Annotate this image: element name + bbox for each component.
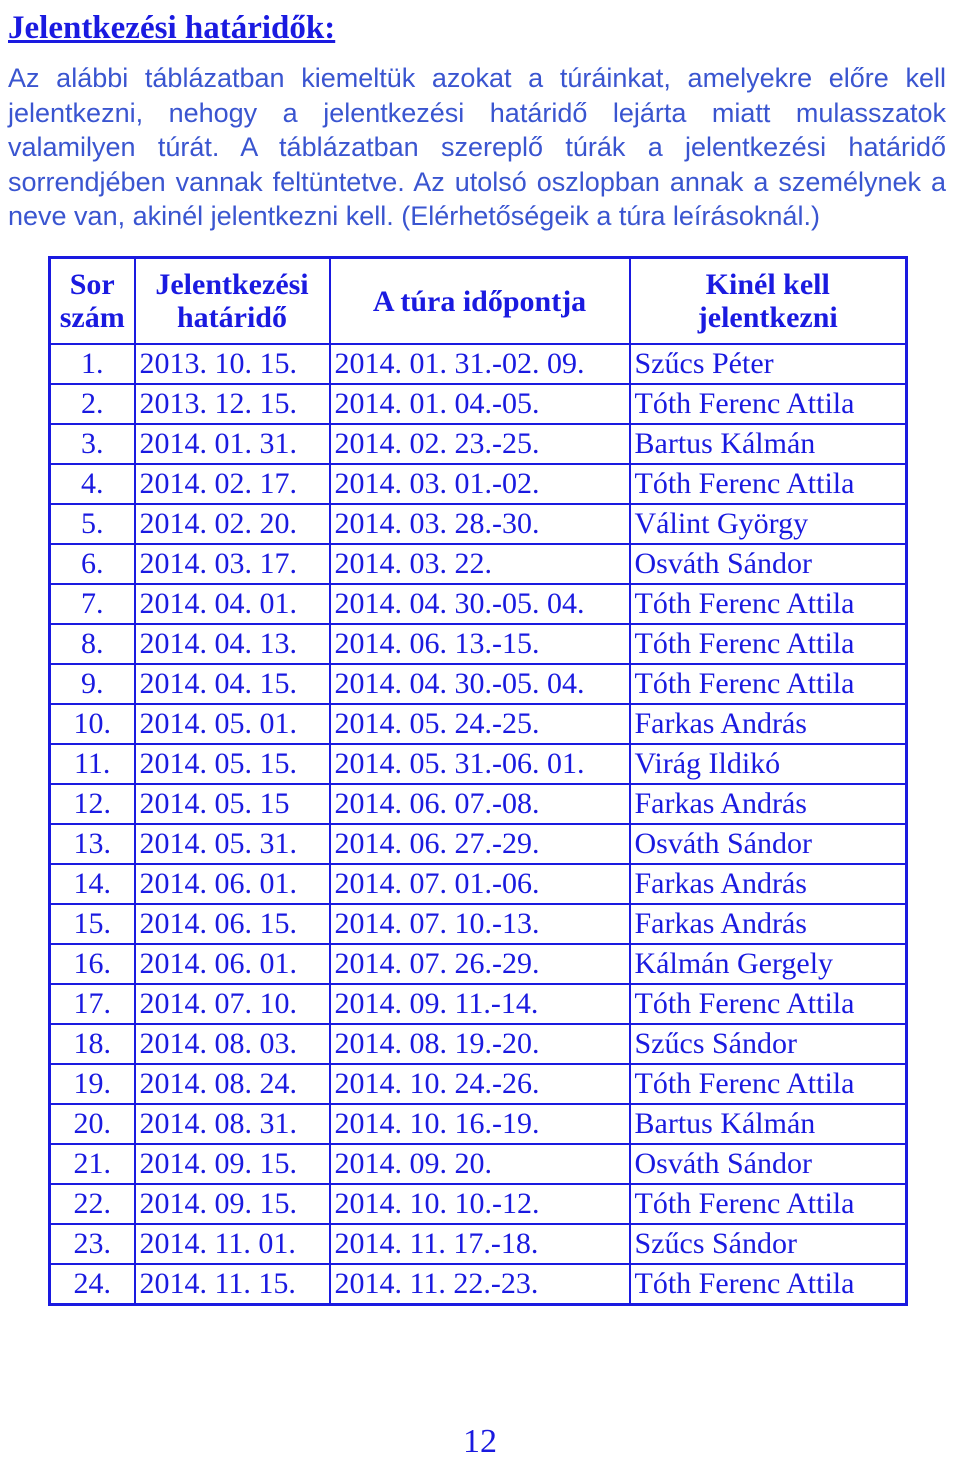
table-row — [50, 1024, 907, 1064]
row-number-cell: 17. — [50, 984, 135, 1024]
deadline-cell: 2014. 06. 01. — [135, 864, 330, 904]
tour-date-cell: 2014. 01. 04.-05. — [330, 384, 630, 424]
contact-person-cell: Tóth Ferenc Attila — [630, 584, 907, 624]
contact-person-cell: Tóth Ferenc Attila — [630, 464, 907, 504]
column-header-contact-person: Kinél kell jelentkezni — [630, 258, 907, 345]
contact-person-cell: Tóth Ferenc Attila — [630, 664, 907, 704]
contact-person-cell: Tóth Ferenc Attila — [630, 1184, 907, 1224]
deadline-cell: 2014. 05. 31. — [135, 824, 330, 864]
row-number-cell: 14. — [50, 864, 135, 904]
deadline-cell: 2014. 08. 31. — [135, 1104, 330, 1144]
column-header-row-number: Sor szám — [50, 258, 135, 345]
table-row — [50, 984, 907, 1024]
intro-paragraph: Az alábbi táblázatban kiemeltük azokat a túráinkat, amelyekre előre kell jelentkezni, nehogy a jelentkezési határidő lejárta miatt mulasszatok valamilyen túrát. A táblázatban szereplő túrák a jelentkezési határidő sorrendjében vannak feltüntetve. Az utolsó oszlopban annak a személynek a neve van, akinél jelentkezni kell. (Elérhetőségeik a túra leírásoknál.) — [8, 63, 946, 232]
tour-date-cell: 2014. 10. 10.-12. — [330, 1184, 630, 1224]
tour-date-cell: 2014. 03. 22. — [330, 544, 630, 584]
contact-person-cell: Szűcs Sándor — [630, 1224, 907, 1264]
row-number-cell: 21. — [50, 1144, 135, 1184]
tour-date-cell: 2014. 04. 30.-05. 04. — [330, 664, 630, 704]
row-number-cell: 16. — [50, 944, 135, 984]
contact-person-cell: Tóth Ferenc Attila — [630, 384, 907, 424]
contact-person-cell: Farkas András — [630, 864, 907, 904]
tour-date-cell: 2014. 10. 24.-26. — [330, 1064, 630, 1104]
tour-date-cell: 2014. 02. 23.-25. — [330, 424, 630, 464]
tour-date-cell: 2014. 11. 17.-18. — [330, 1224, 630, 1264]
table-row — [50, 624, 907, 664]
deadline-cell: 2014. 02. 20. — [135, 504, 330, 544]
contact-person-cell: Virág Ildikó — [630, 744, 907, 784]
deadline-cell: 2014. 06. 15. — [135, 904, 330, 944]
table-row — [50, 384, 907, 424]
table-row — [50, 424, 907, 464]
deadline-cell: 2014. 11. 15. — [135, 1264, 330, 1305]
table-row — [50, 504, 907, 544]
row-number-cell: 23. — [50, 1224, 135, 1264]
row-number-cell: 15. — [50, 904, 135, 944]
table-row — [50, 784, 907, 824]
deadline-cell: 2014. 04. 13. — [135, 624, 330, 664]
tour-date-cell: 2014. 05. 24.-25. — [330, 704, 630, 744]
table-row — [50, 704, 907, 744]
row-number-cell: 7. — [50, 584, 135, 624]
deadline-cell: 2013. 12. 15. — [135, 384, 330, 424]
contact-person-cell: Válint György — [630, 504, 907, 544]
table-row — [50, 664, 907, 704]
tour-date-cell: 2014. 06. 07.-08. — [330, 784, 630, 824]
row-number-cell: 20. — [50, 1104, 135, 1144]
row-number-cell: 6. — [50, 544, 135, 584]
deadline-cell: 2014. 09. 15. — [135, 1184, 330, 1224]
table-row — [50, 944, 907, 984]
row-number-cell: 10. — [50, 704, 135, 744]
row-number-cell: 12. — [50, 784, 135, 824]
contact-person-cell: Osváth Sándor — [630, 824, 907, 864]
tour-date-cell: 2014. 06. 27.-29. — [330, 824, 630, 864]
deadline-cell: 2013. 10. 15. — [135, 344, 330, 384]
contact-person-cell: Tóth Ferenc Attila — [630, 1064, 907, 1104]
deadline-cell: 2014. 11. 01. — [135, 1224, 330, 1264]
table-row — [50, 584, 907, 624]
page-heading: Jelentkezési határidők: — [8, 10, 336, 46]
tour-date-cell: 2014. 04. 30.-05. 04. — [330, 584, 630, 624]
deadline-cell: 2014. 07. 10. — [135, 984, 330, 1024]
table-row — [50, 1184, 907, 1224]
row-number-cell: 9. — [50, 664, 135, 704]
tour-date-cell: 2014. 08. 19.-20. — [330, 1024, 630, 1064]
row-number-cell: 24. — [50, 1264, 135, 1305]
row-number-cell: 8. — [50, 624, 135, 664]
tour-date-cell: 2014. 09. 11.-14. — [330, 984, 630, 1024]
tour-date-cell: 2014. 01. 31.-02. 09. — [330, 344, 630, 384]
table-row — [50, 824, 907, 864]
contact-person-cell: Szűcs Péter — [630, 344, 907, 384]
row-number-cell: 1. — [50, 344, 135, 384]
row-number-cell: 5. — [50, 504, 135, 544]
table-row — [50, 1064, 907, 1104]
row-number-cell: 22. — [50, 1184, 135, 1224]
column-header-tour-date: A túra időpontja — [330, 258, 630, 345]
contact-person-cell: Farkas András — [630, 784, 907, 824]
tour-date-cell: 2014. 07. 26.-29. — [330, 944, 630, 984]
table-body — [50, 344, 907, 1305]
row-number-cell: 18. — [50, 1024, 135, 1064]
contact-person-cell: Kálmán Gergely — [630, 944, 907, 984]
column-header-deadline: Jelentkezési határidő — [135, 258, 330, 345]
deadline-cell: 2014. 08. 03. — [135, 1024, 330, 1064]
deadline-cell: 2014. 06. 01. — [135, 944, 330, 984]
page-number: 12 — [463, 1423, 497, 1460]
tour-date-cell: 2014. 10. 16.-19. — [330, 1104, 630, 1144]
deadline-cell: 2014. 08. 24. — [135, 1064, 330, 1104]
contact-person-cell: Osváth Sándor — [630, 1144, 907, 1184]
contact-person-cell: Bartus Kálmán — [630, 1104, 907, 1144]
row-number-cell: 13. — [50, 824, 135, 864]
contact-person-cell: Tóth Ferenc Attila — [630, 1264, 907, 1305]
deadline-cell: 2014. 01. 31. — [135, 424, 330, 464]
row-number-cell: 19. — [50, 1064, 135, 1104]
deadline-cell: 2014. 09. 15. — [135, 1144, 330, 1184]
deadline-cell: 2014. 04. 15. — [135, 664, 330, 704]
contact-person-cell: Farkas András — [630, 904, 907, 944]
table-row — [50, 864, 907, 904]
tour-date-cell: 2014. 03. 28.-30. — [330, 504, 630, 544]
tour-date-cell: 2014. 05. 31.-06. 01. — [330, 744, 630, 784]
table-row — [50, 1224, 907, 1264]
row-number-cell: 2. — [50, 384, 135, 424]
tour-date-cell: 2014. 07. 01.-06. — [330, 864, 630, 904]
contact-person-cell: Farkas András — [630, 704, 907, 744]
deadline-cell: 2014. 05. 01. — [135, 704, 330, 744]
tour-date-cell: 2014. 11. 22.-23. — [330, 1264, 630, 1305]
contact-person-cell: Bartus Kálmán — [630, 424, 907, 464]
deadline-cell: 2014. 05. 15 — [135, 784, 330, 824]
deadline-cell: 2014. 03. 17. — [135, 544, 330, 584]
tour-date-cell: 2014. 03. 01.-02. — [330, 464, 630, 504]
contact-person-cell: Szűcs Sándor — [630, 1024, 907, 1064]
deadline-cell: 2014. 04. 01. — [135, 584, 330, 624]
tour-date-cell: 2014. 09. 20. — [330, 1144, 630, 1184]
deadline-cell: 2014. 02. 17. — [135, 464, 330, 504]
table-row — [50, 544, 907, 584]
table-row — [50, 464, 907, 504]
tour-date-cell: 2014. 07. 10.-13. — [330, 904, 630, 944]
contact-person-cell: Osváth Sándor — [630, 544, 907, 584]
table-row — [50, 744, 907, 784]
row-number-cell: 11. — [50, 744, 135, 784]
tour-date-cell: 2014. 06. 13.-15. — [330, 624, 630, 664]
table-header-row — [50, 258, 907, 345]
deadline-cell: 2014. 05. 15. — [135, 744, 330, 784]
table-row — [50, 1144, 907, 1184]
table-row — [50, 1104, 907, 1144]
row-number-cell: 4. — [50, 464, 135, 504]
contact-person-cell: Tóth Ferenc Attila — [630, 984, 907, 1024]
table-row — [50, 904, 907, 944]
table-row — [50, 344, 907, 384]
row-number-cell: 3. — [50, 424, 135, 464]
table-row — [50, 1264, 907, 1305]
registration-deadlines-table — [48, 256, 908, 1306]
contact-person-cell: Tóth Ferenc Attila — [630, 624, 907, 664]
